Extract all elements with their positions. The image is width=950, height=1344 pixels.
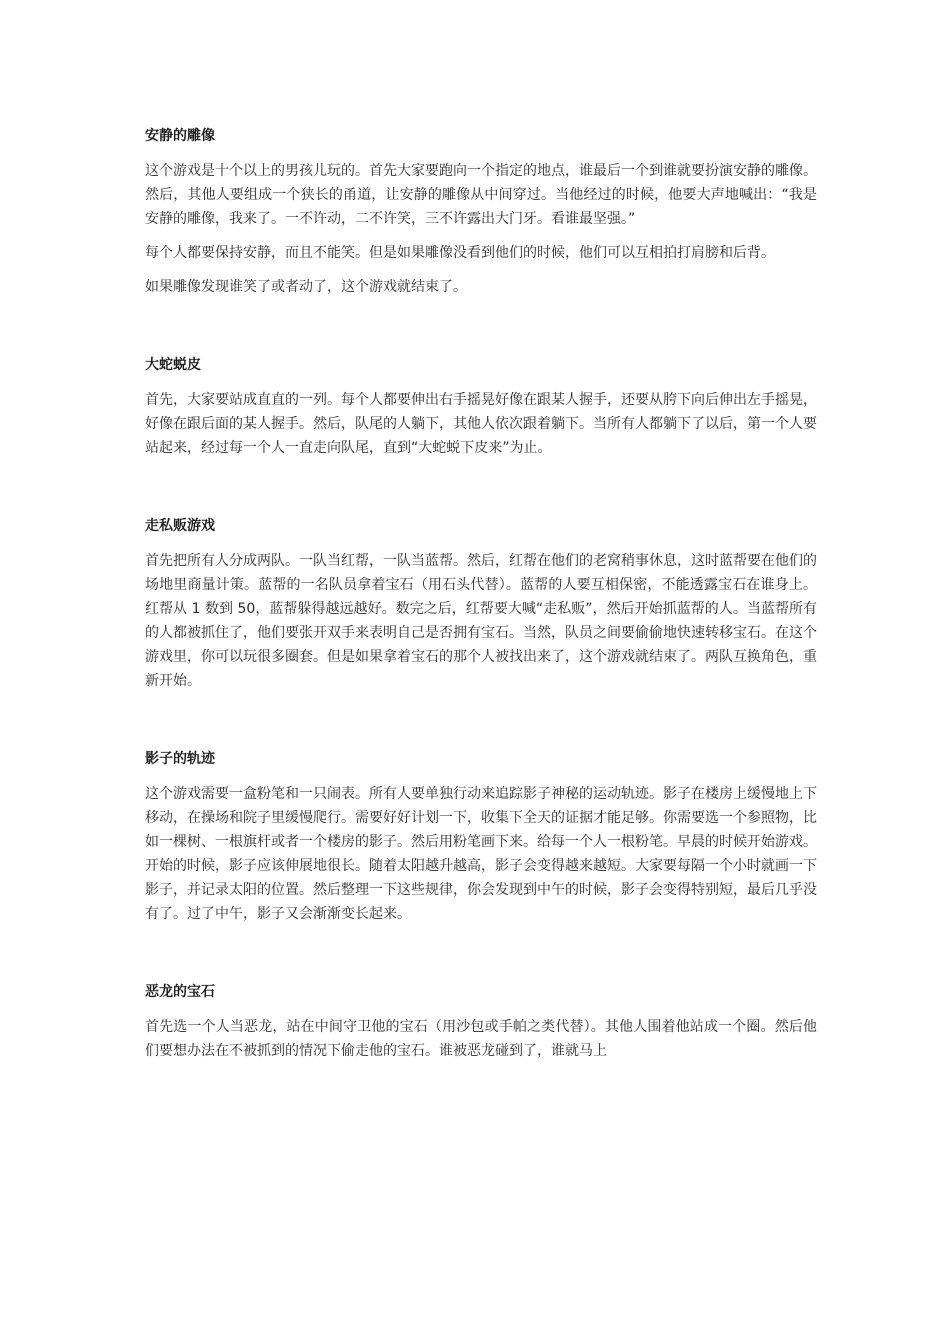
paragraph: 首先选一个人当恶龙，站在中间守卫他的宝石（用沙包或手帕之类代替）。其他人围着他站成一个圈。然后他们要想办法在不被抓到的情况下偷走他的宝石。谁被恶龙碰到了，谁就马上: [145, 1019, 817, 1059]
paragraph: 这个游戏需要一盒粉笔和一只闹表。所有人要单独行动来追踪影子神秘的运动轨迹。影子在楼房上缓慢地上下移动，在操场和院子里缓慢爬行。需要好好计划一下，收集下全天的证据才能足够。你需要选一个参照物，比如一棵树、一根旗杆或者一个楼房的影子。然后用粉笔画下来。给每一个人一根粉笔。早晨的时候开始游戏。开始的时候，影子应该伸展地很长。随着太阳越升越高，影子会变得越来越短。大家要每隔一个小时就画一下影子，并记录太阳的位置。然后整理一下这些规律，你会发现到中午的时候，影子会变得特别短，最后几乎没有了。过了中午，影子又会渐渐变长起来。: [145, 786, 817, 922]
paragraph: 如果雕像发现谁笑了或者动了，这个游戏就结束了。: [145, 279, 467, 295]
paragraph: 首先，大家要站成直直的一列。每个人都要伸出右手摇晃好像在跟某人握手，还要从胯下向后伸出左手摇晃，好像在跟后面的某人握手。然后，队尾的人躺下，其他人依次跟着躺下。当所有人都躺下了以后，第一个人要站起来，经过每一个人一直走向队尾，直到“大蛇蜕下皮来”为止。: [145, 392, 817, 456]
section-heading: 大蛇蜕皮: [145, 357, 201, 373]
section-quiet-statue: [145, 126, 817, 299]
paragraph: 这个游戏是十个以上的男孩儿玩的。首先大家要跑向一个指定的地点，谁最后一个到谁就要扮演安静的雕像。然后，其他人要组成一个狭长的甬道，让安静的雕像从中间穿过。当他经过的时候，他要大声地喊出：“我是安静的雕像，我来了。一不许动，二不许笑，三不许露出大门牙。看谁最坚强。”: [145, 163, 817, 227]
section-heading: 影子的轨迹: [145, 751, 215, 767]
section-heading: 恶龙的宝石: [145, 984, 215, 1000]
section-dragon-gem: [145, 982, 817, 1063]
paragraph: 首先把所有人分成两队。一队当红帮，一队当蓝帮。然后，红帮在他们的老窝稍事休息，这时蓝帮要在他们的场地里商量计策。蓝帮的一名队员拿着宝石（用石头代替）。蓝帮的人要互相保密，不能透露宝石在谁身上。红帮从 1 数到 50，蓝帮躲得越远越好。数完之后，红帮要大喊“走私贩”，然后开始抓蓝帮的人。当蓝帮所有的人都被抓住了，他们要张开双手来表明自己是否拥有宝石。当然，队员之间要偷偷地快速转移宝石。在这个游戏里，你可以玩很多圈套。但是如果拿着宝石的那个人被找出来了，这个游戏就结束了。两队互换角色，重新开始。: [145, 553, 817, 689]
section-snake-shedding: [145, 355, 817, 460]
document-page: [145, 126, 817, 1063]
section-heading: 走私贩游戏: [145, 518, 215, 534]
paragraph: 每个人都要保持安静，而且不能笑。但是如果雕像没看到他们的时候，他们可以互相拍打肩膀和后背。: [145, 245, 775, 261]
section-shadow-track: [145, 749, 817, 926]
section-heading: 安静的雕像: [145, 128, 215, 144]
section-smuggler-game: [145, 516, 817, 693]
